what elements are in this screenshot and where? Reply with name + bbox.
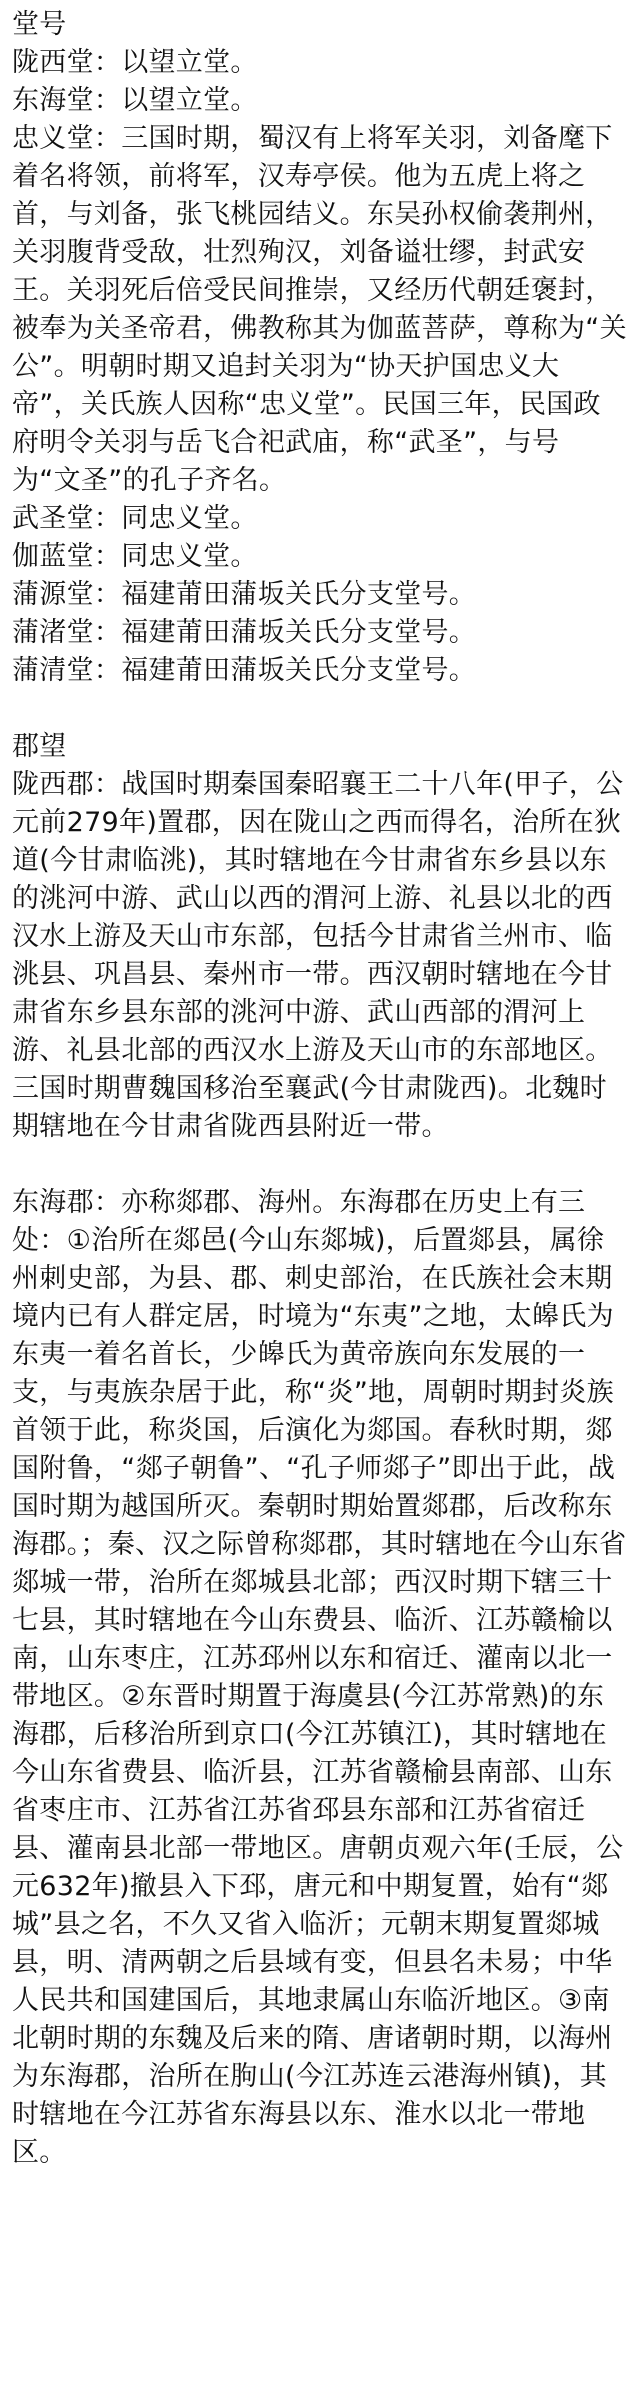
junwang-heading: 郡望 xyxy=(12,731,67,762)
tanghao-puqing: 蒲清堂：福建莆田蒲坂关氏分支堂号。 xyxy=(12,655,477,686)
tanghao-longxi: 陇西堂：以望立堂。 xyxy=(12,47,258,78)
junwang-donghai: 东海郡：亦称郯郡、海州。东海郡在历史上有三处：①治所在郯邑(今山东郯城)，后置郯县，属徐州刺史部，为县、郡、刺史部治，在氏族社会末期境内已有人群定居，时境为“东夷”之地，太皞氏为东夷一着名首长，少皞氏为黄帝族向东发展的一支，与夷族杂居于此，称“炎”地，周朝时期封炎族首领于此，称炎国，后演化为郯国。春秋时期，郯国附鲁，“郯子朝鲁”、“孔子师郯子”即出于此，战国时期为越国所灭。秦朝时期始置郯郡，后改称东海郡。；秦、汉之际曾称郯郡，其时辖地在今山东省郯城一带，治所在郯城县北部；西汉时期下辖三十七县，其时辖地在今山东费县、临沂、江苏赣榆以南，山东枣庄，江苏邳州以东和宿迁、灌南以北一带地区。②东晋时期置于海虞县(今江苏常熟)的东海郡，后移治所到京口(今江苏镇江)，其时辖地在今山东省费县、临沂县，江苏省赣榆县南部、山东省枣庄市、江苏省江苏省邳县东部和江苏省宿迁县、灌南县北部一带地区。唐朝贞观六年(壬辰，公元632年)撤县入下邳，唐元和中期复置，始有“郯城”县之名，不久又省入临沂；元朝末期复置郯城县，明、清两朝之后县域有变，但县名未易；中华人民共和国建国后，其地隶属山东临沂地区。③南北朝时期的东魏及后来的隋、唐诸朝时期，以海州为东海郡，治所在朐山(今江苏连云港海州镇)，其时辖地在今江苏省东海县以东、淮水以北一带地区。 xyxy=(12,1187,627,2168)
tanghao-puyuan: 蒲源堂：福建莆田蒲坂关氏分支堂号。 xyxy=(12,579,477,610)
paragraph-spacer xyxy=(12,1146,628,1184)
tanghao-qielan: 伽蓝堂：同忠义堂。 xyxy=(12,541,258,572)
tanghao-wusheng: 武圣堂：同忠义堂。 xyxy=(12,503,258,534)
tanghao-zhongyi: 忠义堂：三国时期，蜀汉有上将军关羽，刘备麾下着名将领，前将军，汉寿亭侯。他为五虎上将之首，与刘备，张飞桃园结义。东吴孙权偷袭荆州，关羽腹背受敌，壮烈殉汉，刘备谥壮缪，封武安王。关羽死后倍受民间推崇，又经历代朝廷褒封，被奉为关圣帝君，佛教称其为伽蓝菩萨，尊称为“关公”。明朝时期又追封关羽为“协天护国忠义大帝”，关氏族人因称“忠义堂”。民国三年，民国政府明令关羽与岳飞合祀武庙，称“武圣”，与号为“文圣”的孔子齐名。 xyxy=(12,123,627,496)
section-spacer xyxy=(12,690,628,728)
junwang-longxi: 陇西郡：战国时期秦国秦昭襄王二十八年(甲子，公元前279年)置郡，因在陇山之西而得名，治所在狄道(今甘肃临洮)，其时辖地在今甘肃省东乡县以东的洮河中游、武山以西的渭河上游、礼县以北的西汉水上游及天山市东部，包括今甘肃省兰州市、临洮县、巩昌县、秦州市一带。西汉朝时辖地在今甘肃省东乡县东部的洮河中游、武山西部的渭河上游、礼县北部的西汉水上游及天山市的东部地区。三国时期曹魏国移治至襄武(今甘肃陇西)。北魏时期辖地在今甘肃省陇西县附近一带。 xyxy=(12,769,624,1142)
tanghao-donghai: 东海堂：以望立堂。 xyxy=(12,85,258,116)
junwang-section xyxy=(12,728,628,2172)
tanghao-puzhu: 蒲渚堂：福建莆田蒲坂关氏分支堂号。 xyxy=(12,617,477,648)
document-page xyxy=(12,6,628,2172)
tanghao-section xyxy=(12,6,628,690)
tanghao-heading: 堂号 xyxy=(12,9,67,40)
